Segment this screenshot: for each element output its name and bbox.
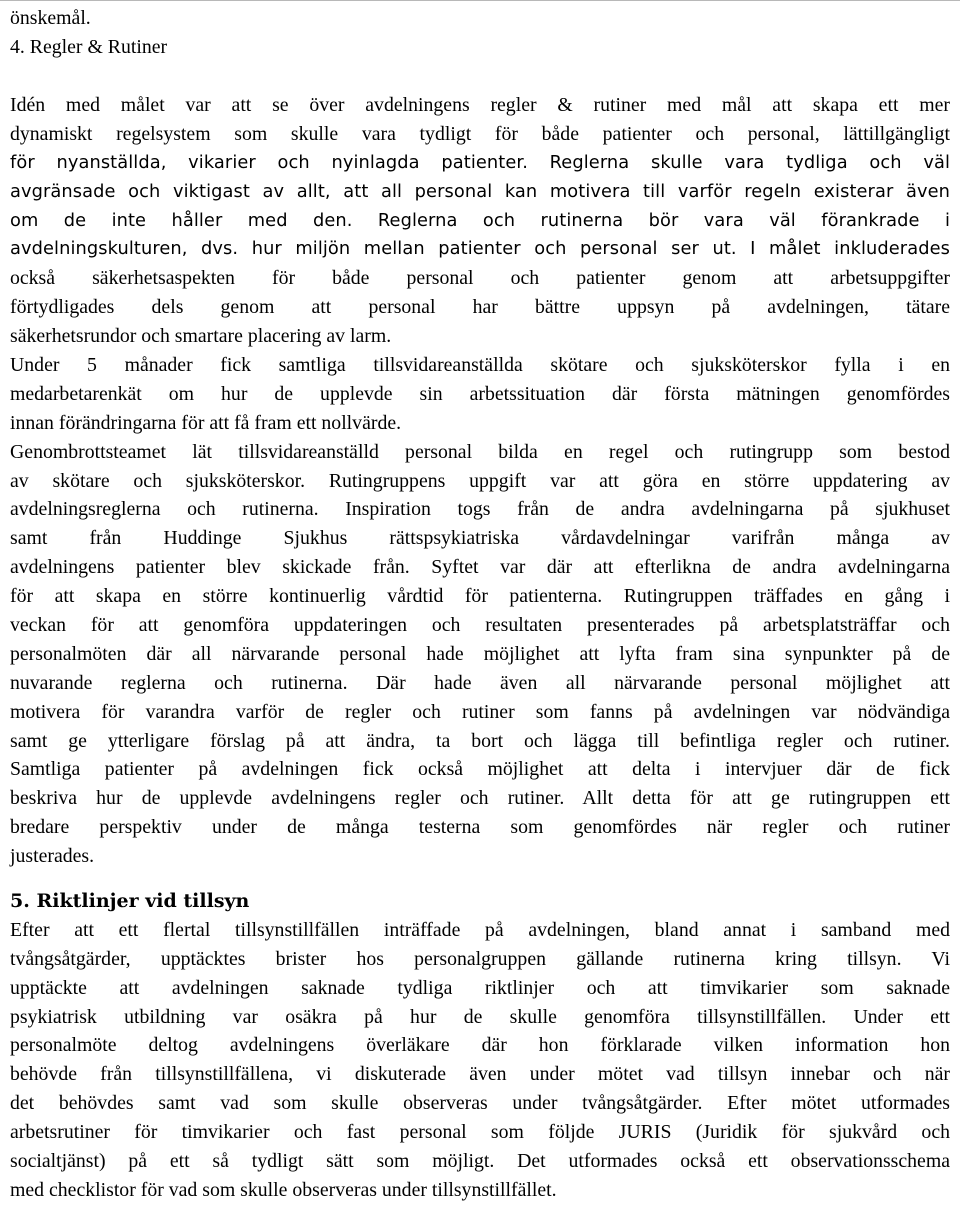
paragraph-line: Idén med målet var att se över avdelningens regler & rutiner med mål att skapa ett mer xyxy=(10,94,950,116)
document-body xyxy=(10,4,950,62)
paragraph-line: socialtjänst) på ett så tydligt sätt som möjligt. Det utformades också ett observationsschema xyxy=(10,1150,950,1173)
paragraph-line: dynamiskt regelsystem som skulle vara tydligt för både patienter och personal, lättillgängligt xyxy=(10,122,950,145)
paragraph-line: veckan för att genomföra uppdateringen och resultaten presenterades på arbetsplatsträffar och xyxy=(10,614,950,637)
paragraph-line: tvångsåtgärder, upptäcktes brister hos personalgruppen gällande rutinerna kring tillsyn. Vi xyxy=(10,947,950,970)
section-4-heading: 4. Regler & Rutiner xyxy=(10,35,168,58)
section-5-heading: 5. Riktlinjer vid tillsyn xyxy=(10,890,250,912)
paragraph-line: avdelningskulturen, dvs. hur miljön mellan patienter och personal ser ut. I målet inkluderades xyxy=(10,238,950,260)
paragraph-line: motivera för varandra varför de regler och rutiner som fanns på avdelningen var nödvändiga xyxy=(10,700,950,723)
paragraph-line: avgränsade och viktigast av allt, att all personal kan motivera till varför regeln existerar även xyxy=(10,180,950,202)
paragraph-line: om de inte håller med den. Reglerna och rutinerna bör vara väl förankrade i xyxy=(10,209,950,231)
paragraph-line: för att skapa en större kontinuerlig vårdtid för patienterna. Rutingruppen träffades en gång i xyxy=(10,585,950,608)
paragraph-line: avdelningsreglerna och rutinerna. Inspiration togs från de andra avdelningarna på sjukhuset xyxy=(10,498,950,521)
paragraph-line: innan förändringarna för att få fram ett nollvärde. xyxy=(10,411,402,434)
paragraph-line: behövde från tillsynstillfällena, vi diskuterade även under mötet vad tillsyn innebar och när xyxy=(10,1063,950,1086)
paragraph-line: personalmöten där all närvarande personal hade möjlighet att lyfta fram sina synpunkter på de xyxy=(10,642,950,665)
paragraph-line: samt från Huddinge Sjukhus rättspsykiatriska vårdavdelningar varifrån många av xyxy=(10,527,950,550)
paragraph-line: justerades. xyxy=(10,845,95,868)
text-line-fragment: önskemål. xyxy=(10,7,91,29)
paragraph-line: bredare perspektiv under de många testerna som genomfördes när regler och rutiner xyxy=(10,816,950,839)
section-4-body xyxy=(10,91,950,871)
paragraph-line: Under 5 månader fick samtliga tillsvidareanställda skötare och sjuksköterskor fylla i en xyxy=(10,354,950,377)
paragraph-line: också säkerhetsaspekten för både personal och patienter genom att arbetsuppgifter xyxy=(10,267,950,290)
paragraph-line: arbetsrutiner för timvikarier och fast personal som följde JURIS (Juridik för sjukvård och xyxy=(10,1121,950,1144)
paragraph-line: av skötare och sjuksköterskor. Rutingruppens uppgift var att göra en större uppdatering av xyxy=(10,469,950,492)
paragraph-line: beskriva hur de upplevde avdelningens regler och rutiner. Allt detta för att ge rutingruppen ett xyxy=(10,787,950,810)
section-5 xyxy=(10,887,950,1205)
paragraph-line: nuvarande reglerna och rutinerna. Där hade även all närvarande personal möjlighet att xyxy=(10,671,950,694)
paragraph-line: Genombrottsteamet lät tillsvidareanställd personal bilda en regel och rutingrupp som bestod xyxy=(10,440,950,463)
paragraph-line: Samtliga patienter på avdelningen fick också möjlighet att delta i intervjuer där de fick xyxy=(10,758,950,781)
paragraph-line: säkerhetsrundor och smartare placering av larm. xyxy=(10,325,392,348)
paragraph-line: medarbetarenkät om hur de upplevde sin arbetssituation där första mätningen genomfördes xyxy=(10,382,950,405)
paragraph-line: det behövdes samt vad som skulle observeras under tvångsåtgärder. Efter mötet utformades xyxy=(10,1092,950,1115)
paragraph-line: avdelningens patienter blev skickade från. Syftet var där att efterlikna de andra avdelningarna xyxy=(10,556,950,579)
paragraph-line: förtydligades dels genom att personal har bättre uppsyn på avdelningen, tätare xyxy=(10,296,950,319)
paragraph-line: upptäckte att avdelningen saknade tydliga riktlinjer och att timvikarier som saknade xyxy=(10,976,950,999)
paragraph-line: psykiatrisk utbildning var osäkra på hur de skulle genomföra tillsynstillfällen. Under ett xyxy=(10,1005,950,1028)
paragraph-line: för nyanställda, vikarier och nyinlagda patienter. Reglerna skulle vara tydliga och väl xyxy=(10,151,950,173)
paragraph-line: samt ge ytterligare förslag på att ändra, ta bort och lägga till befintliga regler och rutiner. xyxy=(10,729,950,752)
paragraph-line: Efter att ett flertal tillsynstillfällen inträffade på avdelningen, bland annat i samband med xyxy=(10,918,950,941)
paragraph-line: med checklistor för vad som skulle observeras under tillsynstillfället. xyxy=(10,1178,557,1201)
paragraph-line: personalmöte deltog avdelningens överläkare där hon förklarade vilken information hon xyxy=(10,1034,950,1057)
